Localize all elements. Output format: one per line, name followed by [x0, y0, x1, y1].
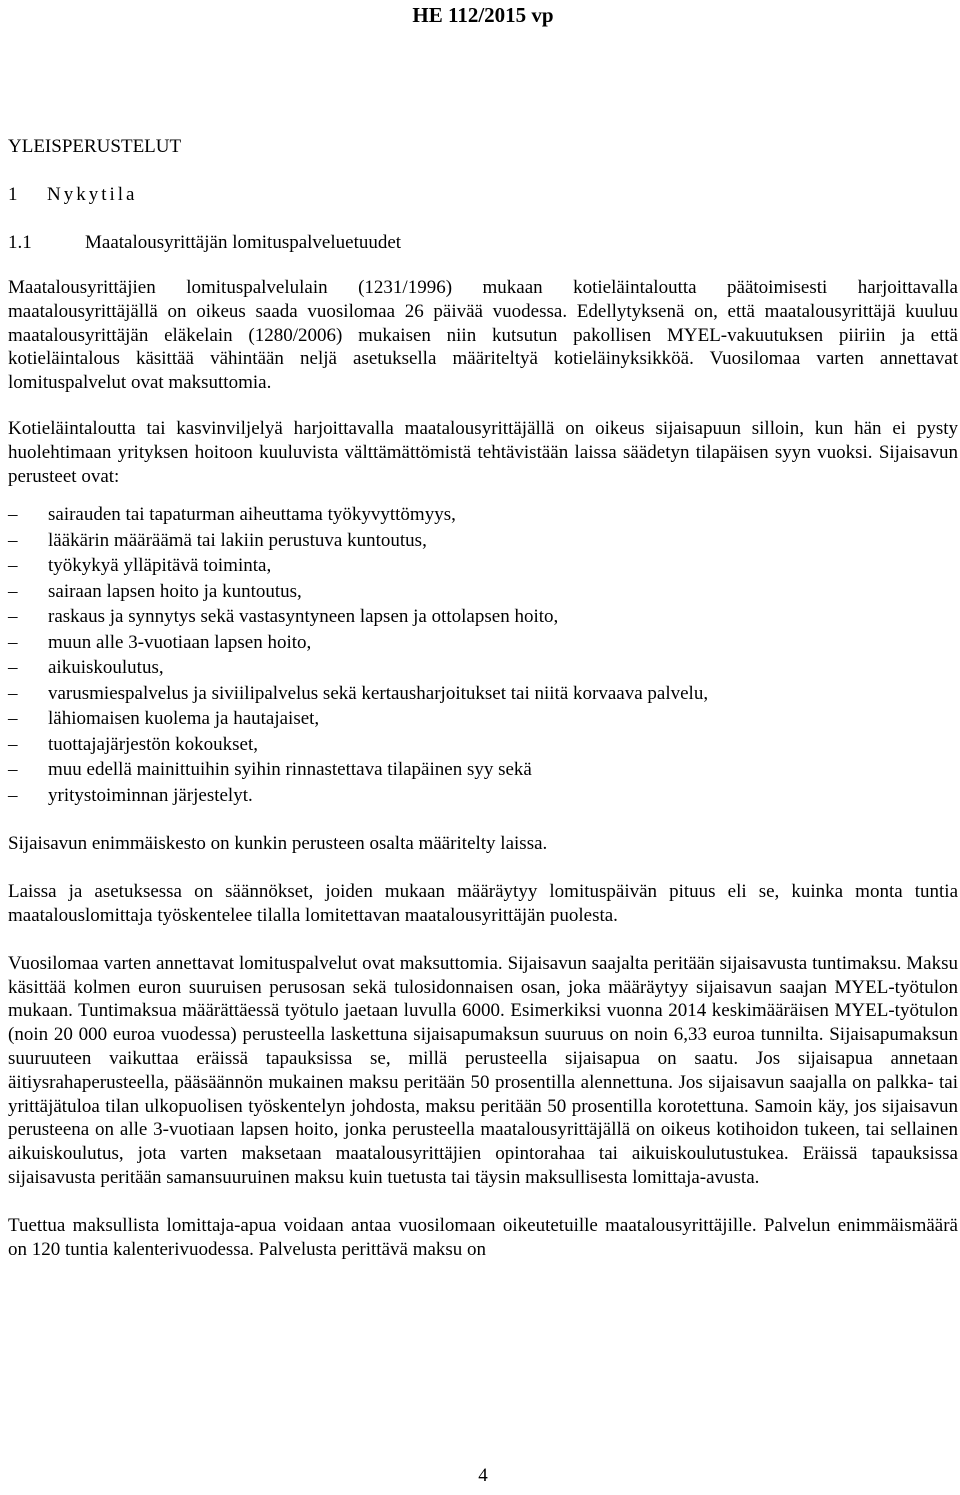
subsection-title: Maatalousyrittäjän lomituspalveluetuudet — [85, 232, 402, 253]
chapter-title: Nykytila — [47, 184, 138, 205]
dash-bullet: – — [8, 580, 18, 602]
dash-bullet: – — [8, 657, 18, 679]
list-item-text: sairauden tai tapaturman aiheuttama työkyvyttömyys, — [48, 504, 456, 526]
chapter-heading — [8, 183, 958, 207]
grounds-list — [8, 502, 958, 808]
paragraph-relief-day-length: Laissa ja asetuksessa on säännökset, joiden mukaan määräytyy lomituspäivän pituus eli se, kuinka monta tuntia maatalouslomittaja työskentelee tilalla lomitettavan maatalousyrittäjän puolesta. — [8, 881, 958, 926]
list-item — [8, 732, 958, 758]
list-item — [8, 655, 958, 681]
dash-bullet: – — [8, 682, 18, 704]
list-item-text: lähiomaisen kuolema ja hautajaiset, — [48, 708, 320, 730]
list-item-text: tuottajajärjestön kokoukset, — [48, 733, 259, 755]
list-item-text: raskaus ja synnytys sekä vastasyntyneen lapsen ja ottolapsen hoito, — [48, 606, 559, 628]
list-item-text: lääkärin määräämä tai lakiin perustuva kuntoutus, — [48, 529, 427, 551]
dash-bullet: – — [8, 631, 18, 653]
list-item — [8, 553, 958, 579]
document-page — [8, 0, 958, 1495]
paragraph-fees: Vuosilomaa varten annettavat lomituspalvelut ovat maksuttomia. Sijaisavun saajalta peritään sijaisavusta tuntimaksu. Maksu käsittää kolmen euron suuruisen perusosan sekä tulosidonnaisen osan, joka määräytyy sijaisavun saajan MYEL-työtulon mukaan. Tuntimaksua määrättäessä työtulo jaetaan luvulla 6000. Esimerkiksi vuonna 2014 keskimääräisen MYEL-työtulon (noin 20 000 euroa vuodessa) perusteella laskettuna sijaisapumaksun suuruus on noin 6,33 euroa tunnilta. Sijaisapumaksun suuruuteen vaikuttaa eräissä tapauksissa se, millä perusteella sijaisapua on saatu. Jos sijaisapua annetaan äitiysrahaperusteella, pääsäännön mukainen maksu peritään 50 prosentilla alennettuna. Jos sijaisavun saajalla on palkka- tai yrittäjätuloa tilan ulkopuolisen työskentelyn johdosta, maksu peritään 50 prosentilla korotettuna. Samoin käy, jos sijaisavun perusteena on alle 3-vuotiaan lapsen hoito, jonka perusteella maatalousyrittäjällä on oikeus kotihoidon tukeen, tai sellainen aikuiskoulutus, jota varten maksetaan maatalousyrittäjien opintorahaa tai aikuiskoulutustukea. Eräissä tapauksissa sijaisavusta peritään samansuuruinen maksu kuin tuetusta tai täysin maksullisesta lomittaja-avusta. — [8, 952, 958, 1188]
list-item — [8, 706, 958, 732]
chapter-number: 1 — [8, 184, 18, 205]
list-item-text: varusmiespalvelus ja siviilipalvelus sekä kertausharjoitukset tai niitä korvaava palvelu, — [48, 682, 709, 704]
dash-bullet: – — [8, 759, 18, 781]
list-item-text: muun alle 3-vuotiaan lapsen hoito, — [48, 631, 312, 653]
list-item — [8, 757, 958, 783]
list-item-text: sairaan lapsen hoito ja kuntoutus, — [48, 580, 302, 602]
list-item-text: muu edellä mainittuihin syihin rinnastettava tilapäinen syy sekä — [48, 759, 532, 781]
dash-bullet: – — [8, 555, 18, 577]
paragraph-max-duration: Sijaisavun enimmäiskesto on kunkin perusteen osalta määritelty laissa. — [8, 833, 548, 855]
dash-bullet: – — [8, 708, 18, 730]
dash-bullet: – — [8, 606, 18, 628]
list-item — [8, 681, 958, 707]
paragraph-annual-leave: Maatalousyrittäjien lomituspalvelulain (1231/1996) mukaan kotieläintaloutta päätoimisesti harjoittavalla maatalousyrittäjällä on oikeus saada vuosilomaa 26 päivää vuodessa. Edellytyksenä on, että maatalousyrittäjä kuuluu maatalousyrittäjän eläkelain (1280/2006) mukaisen niin kutsutun pakollisen MYEL-vakuutuksen piiriin ja että kotieläintalous käsittää vähintään neljä asetuksella määriteltyä kotieläinyksikköä. Vuosilomaa varten annettavat lomituspalvelut ovat maksuttomia. — [8, 277, 958, 394]
paragraph-substitute-help: Kotieläintaloutta tai kasvinviljelyä harjoittavalla maatalousyrittäjällä on oikeus sijaisapuun silloin, kun hän ei pysty huolehtimaan yrityksen hoitoon kuuluvista välttämättömistä tehtävistään laissa säädetyn tilapäisen syyn vuoksi. Sijaisavun perusteet ovat: — [8, 417, 958, 487]
section-title: YLEISPERUSTELUT — [8, 136, 182, 157]
dash-bullet: – — [8, 504, 18, 526]
list-item — [8, 783, 958, 809]
dash-bullet: – — [8, 733, 18, 755]
list-item-text: työkykyä ylläpitävä toiminta, — [48, 555, 272, 577]
list-item — [8, 604, 958, 630]
page-number: 4 — [478, 1465, 488, 1486]
document-id-header: HE 112/2015 vp — [412, 3, 554, 27]
dash-bullet: – — [8, 784, 18, 806]
list-item-text: yritystoiminnan järjestelyt. — [48, 784, 253, 806]
list-item — [8, 630, 958, 656]
subsection-number: 1.1 — [8, 232, 32, 253]
subsection-heading — [8, 231, 958, 255]
list-item-text: aikuiskoulutus, — [48, 657, 164, 679]
dash-bullet: – — [8, 529, 18, 551]
list-item — [8, 502, 958, 528]
paragraph-paid-relief: Tuettua maksullista lomittaja-apua voidaan antaa vuosilomaan oikeutetuille maatalousyrittäjille. Palvelun enimmäismäärä on 120 tuntia kalenterivuodessa. Palvelusta perittävä maksu on — [8, 1214, 958, 1260]
list-item — [8, 528, 958, 554]
list-item — [8, 579, 958, 605]
